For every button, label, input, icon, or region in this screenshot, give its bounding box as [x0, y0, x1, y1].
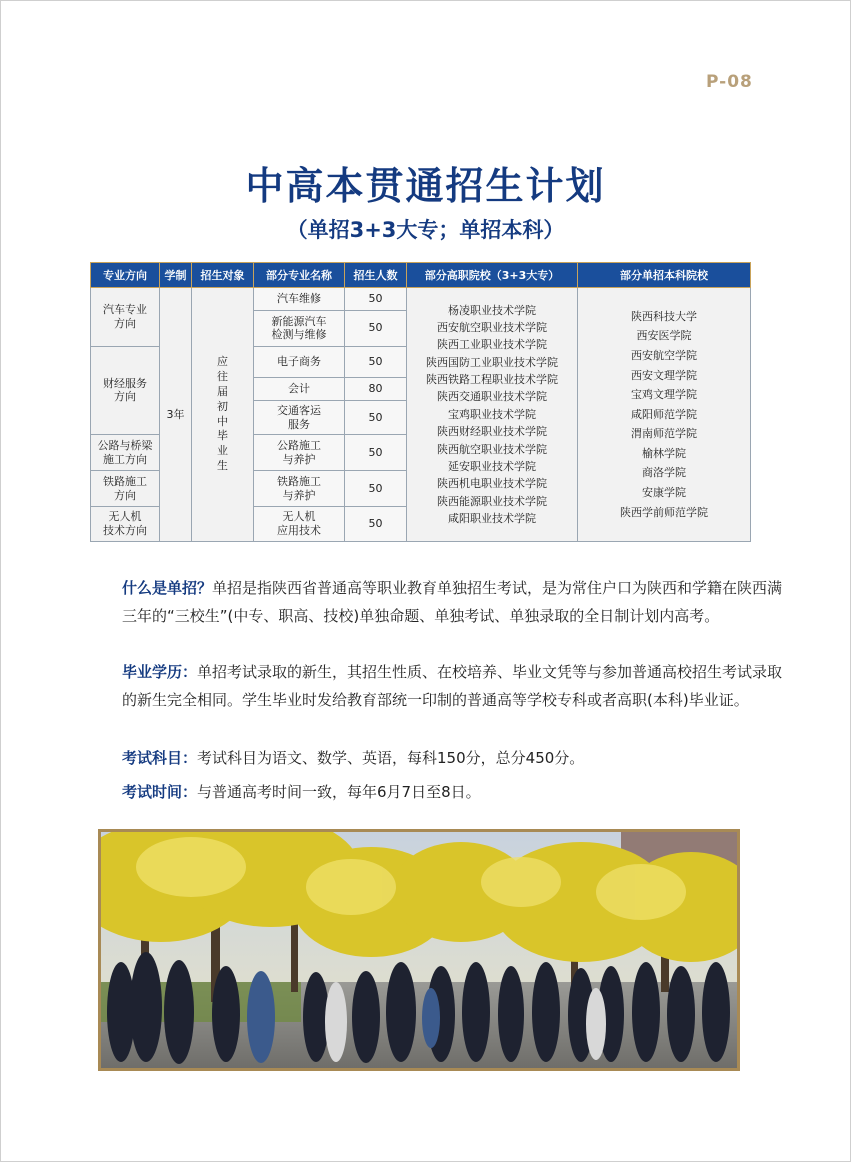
paragraph-label: 考试时间： [122, 783, 198, 801]
major-cell: 汽车维修 [254, 288, 345, 311]
direction-cell: 公路与桥梁 施工方向 [91, 435, 160, 471]
table-row [91, 288, 751, 311]
count-cell: 50 [345, 310, 407, 346]
count-cell: 50 [345, 346, 407, 377]
paragraph-text: 考试科目为语文、数学、英语，每科150分，总分450分。 [197, 749, 585, 767]
major-cell: 电子商务 [254, 346, 345, 377]
paragraph-exam-subjects [90, 744, 784, 772]
enrollment-plan-table [90, 262, 751, 542]
count-cell: 50 [345, 401, 407, 435]
count-cell: 50 [345, 507, 407, 542]
page-title: 中高本贯通招生计划 [245, 164, 606, 208]
campus-photo-illustration [101, 832, 737, 1068]
major-cell: 会计 [254, 378, 345, 401]
page-subtitle: （单招3+3大专；单招本科） [286, 218, 565, 242]
table-header-row [91, 263, 751, 288]
vocational-schools-cell: 杨凌职业技术学院 西安航空职业技术学院 陕西工业职业技术学院 陕西国防工业职业技术学院 陕西铁路工程职业技术学院 陕西交通职业技术学院 宝鸡职业技术学院 陕西财经职业技术学院 陕西航空职业技术学院 延安职业技术学院 陕西机电职业技术学院 陕西能源职业技术学院 咸阳职业技术学院 [407, 288, 578, 542]
major-cell: 无人机 应用技术 [254, 507, 345, 542]
paragraph-what-is-dan-zhao [90, 574, 784, 630]
target-cell [192, 288, 254, 542]
major-cell: 铁路施工 与养护 [254, 471, 345, 507]
universities-cell: 陕西科技大学 西安医学院 西安航空学院 西安文理学院 宝鸡文理学院 咸阳师范学院 渭南师范学院 榆林学院 商洛学院 安康学院 陕西学前师范学院 [578, 288, 751, 542]
paragraph-exam-time [90, 778, 784, 806]
paragraph-text: 与普通高考时间一致，每年6月7日至8日。 [197, 783, 481, 801]
header-major: 部分专业名称 [254, 263, 345, 288]
header-target: 招生对象 [192, 263, 254, 288]
major-cell: 交通客运 服务 [254, 401, 345, 435]
direction-cell: 汽车专业 方向 [91, 288, 160, 347]
count-cell: 50 [345, 471, 407, 507]
paragraph-label: 考试科目： [122, 749, 198, 767]
header-direction: 专业方向 [91, 263, 160, 288]
major-cell: 新能源汽车 检测与维修 [254, 310, 345, 346]
paragraph-text: 单招是指陕西省普通高等职业教育单独招生考试，是为常住户口为陕西和学籍在陕西满三年的“三校生”(中专、职高、技校)单独命题、单独考试、单独录取的全日制计划内高考。 [122, 579, 783, 625]
direction-cell: 无人机 技术方向 [91, 507, 160, 542]
years-cell: 3年 [160, 288, 192, 542]
paragraph-graduation-degree [90, 658, 784, 714]
direction-cell: 铁路施工 方向 [91, 471, 160, 507]
paragraph-label: 什么是单招？ [122, 579, 213, 597]
count-cell: 50 [345, 435, 407, 471]
count-cell: 50 [345, 288, 407, 311]
direction-cell: 财经服务 方向 [91, 346, 160, 434]
header-vocational: 部分高职院校（3+3大专） [407, 263, 578, 288]
header-years: 学制 [160, 263, 192, 288]
major-cell: 公路施工 与养护 [254, 435, 345, 471]
target-text: 应往届初中毕业生 [217, 355, 228, 473]
header-count: 招生人数 [345, 263, 407, 288]
paragraph-label: 毕业学历： [122, 663, 198, 681]
paragraph-text: 单招考试录取的新生，其招生性质、在校培养、毕业文凭等与参加普通高校招生考试录取的新生完全相同。学生毕业时发给教育部统一印制的普通高等学校专科或者高职(本科)毕业证。 [122, 663, 783, 709]
header-university: 部分单招本科院校 [578, 263, 751, 288]
count-cell: 80 [345, 378, 407, 401]
campus-photo [98, 829, 740, 1071]
page-number: P-08 [706, 72, 753, 92]
